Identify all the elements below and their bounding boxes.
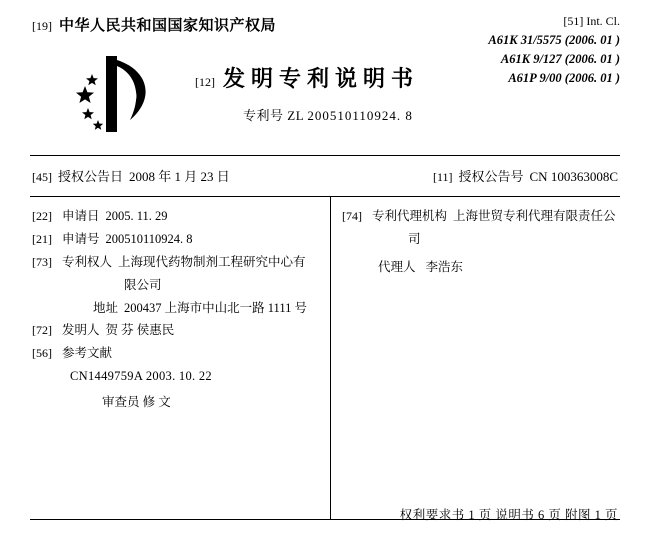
agency-value-line2: 司 — [408, 231, 421, 246]
application-number-tag: [21] — [32, 231, 52, 246]
address-label: 地址 — [92, 300, 118, 315]
inventor-tag: [72] — [32, 323, 52, 338]
document-title-row — [195, 62, 419, 93]
application-number-value: 200510110924. 8 — [105, 231, 193, 246]
inventor-label: 发明人 — [62, 323, 100, 338]
office-name: 中华人民共和国国家知识产权局 — [59, 18, 277, 34]
inventor-value: 贺 芬 侯惠民 — [105, 323, 175, 338]
grant-number-value: CN 100363008C — [529, 169, 618, 184]
references-label: 参考文献 — [62, 346, 113, 361]
patent-number-label: 专利号 ZL — [243, 108, 304, 123]
office-header — [32, 14, 276, 35]
examiner-label: 审查员 — [102, 395, 140, 409]
application-date-field — [32, 206, 320, 228]
examiner-value: 修 文 — [142, 395, 171, 409]
ipc-code: A61K 9/127 (2006. 01 ) — [500, 51, 620, 66]
cnipa-emblem-icon — [60, 52, 170, 142]
bibliographic-left-column — [32, 206, 320, 414]
grant-info-row — [32, 166, 618, 185]
references-field — [32, 343, 320, 365]
int-cl-block — [488, 12, 620, 89]
agency-label: 专利代理机构 — [372, 209, 448, 223]
reference-item: CN1449759A 2003. 10. 22 — [70, 369, 212, 384]
applicant-tag: [73] — [32, 254, 52, 269]
applicant-field — [32, 252, 320, 274]
applicant-continuation — [32, 275, 320, 297]
patent-number-row — [243, 105, 413, 124]
page-count-footer: 权利要求书 1 页 说明书 6 页 附图 1 页 — [399, 508, 618, 522]
application-date-value: 2005. 11. 29 — [105, 209, 168, 223]
grant-number-block — [433, 166, 618, 185]
agent-label: 代理人 — [378, 259, 416, 274]
grant-date-block — [32, 166, 230, 185]
agency-field — [342, 206, 618, 228]
application-number-label: 申请号 — [62, 231, 100, 246]
agent-value: 李浩东 — [425, 259, 464, 274]
grant-number-label: 授权公告号 — [458, 169, 524, 184]
int-cl-label: Int. Cl. — [586, 14, 620, 28]
examiner-field — [102, 392, 320, 414]
applicant-label: 专利权人 — [62, 254, 113, 269]
agency-tag: [74] — [342, 209, 362, 223]
page-title: 发明专利说明书 — [223, 66, 420, 91]
application-number-field — [32, 229, 320, 251]
application-date-label: 申请日 — [62, 209, 100, 223]
patent-number-value: 200510110924. 8 — [307, 108, 413, 123]
application-date-tag: [22] — [32, 209, 52, 223]
bibliographic-right-column — [342, 206, 618, 279]
applicant-value-line2: 限公司 — [124, 277, 162, 292]
int-cl-tag: [51] — [563, 14, 584, 28]
grant-number-tag: [11] — [432, 170, 453, 184]
grant-date-value: 2008 年 1 月 23 日 — [129, 169, 230, 184]
ipc-code: A61K 31/5575 (2006. 01 ) — [488, 32, 620, 47]
office-tag: [19] — [32, 19, 52, 33]
ipc-code: A61P 9/00 (2006. 01 ) — [508, 71, 620, 86]
inventor-field — [32, 320, 320, 342]
references-tag: [56] — [32, 346, 52, 361]
agency-value-line1: 上海世贸专利代理有限责任公 — [453, 209, 616, 223]
divider-top — [30, 155, 620, 156]
int-cl-heading — [488, 12, 620, 31]
grant-date-label: 授权公告日 — [58, 169, 124, 184]
address-value: 200437 上海市中山北一路 1111 号 — [124, 300, 307, 315]
agent-field — [378, 257, 618, 279]
grant-date-tag: [45] — [32, 170, 52, 184]
title-tag: [12] — [195, 75, 215, 89]
divider-middle — [30, 196, 620, 197]
column-divider — [330, 196, 331, 519]
applicant-value-line1: 上海现代药物制剂工程研究中心有 — [118, 254, 306, 269]
address-field — [32, 298, 320, 320]
